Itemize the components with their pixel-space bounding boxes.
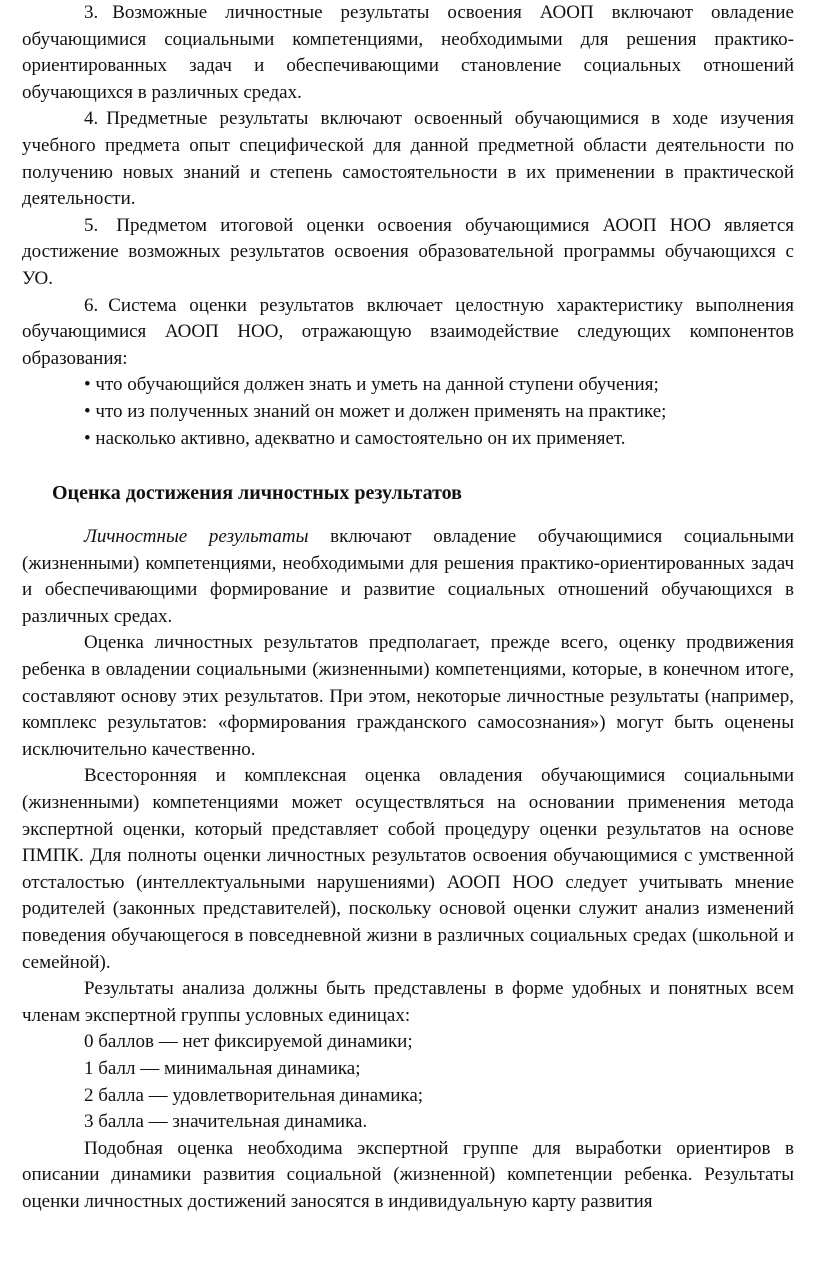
scale-item: 2 балла — удовлетворительная динамика; bbox=[84, 1084, 424, 1106]
item-number: 6. bbox=[84, 294, 99, 316]
item-text: Предметные результаты включают освоенный обучающимися в ходе изучения учебного предмета опыт специфической для данной предметной области деятельности по получению новых знаний и степень самостоятельности в их применении в практической деятельности. bbox=[22, 108, 794, 210]
paragraph-personal-results bbox=[22, 524, 794, 630]
paragraph-expert-method: Всесторонняя и комплексная оценка овладения обучающимися социальными (жизненными) компетенциями может осуществляться на основании применения метода экспертной оценки, который представляет собой процедуру оценки результатов на основе ПМПК. Для полноты оценки личностных результатов освоения обучающимися с умственной отсталостью (интеллектуальными нарушениями) АООП НОО следует учитывать мнение родителей (законных представителей), поскольку основой оценки служит анализ изменений поведения обучающегося в повседневной жизни в различных социальных средах (школьной и семейной). bbox=[22, 765, 794, 973]
bullet-item: • насколько активно, адекватно и самостоятельно он их применяет. bbox=[84, 427, 626, 449]
paragraph-analysis-units: Результаты анализа должны быть представлены в форме удобных и понятных всем членам экспертной группы условных единицах: bbox=[22, 978, 794, 1026]
item-text: Предметом итоговой оценки освоения обучающимися АООП НОО является достижение возможных результатов освоения образовательной программы обучающихся с УО. bbox=[22, 214, 794, 289]
paragraph-text: включают овладение обучающимися социальными (жизненными) компетенциями, необходимыми для решения практико-ориентированных задач и обеспечивающими формирование и развитие социальных отношений обучающихся в различных средах. bbox=[22, 526, 794, 627]
paragraph-assessment: Оценка личностных результатов предполагает, прежде всего, оценку продвижения ребенка в овладении социальными (жизненными) компетенциями, которые, в конечном итоге, составляют основу этих результатов. При этом, некоторые личностные результаты (например, комплекс результатов: «формирования гражданского самосознания») могут быть оценены исключительно качественно. bbox=[22, 632, 794, 760]
item-number: 4. bbox=[84, 108, 99, 130]
item-number: 3. bbox=[84, 2, 99, 23]
item-text: Возможные личностные результаты освоения АООП включают овладение обучающимися социальными компетенциями, необходимыми для решения практико-ориентированных задач и обеспечивающими становление социальных отношений обучающихся в различных средах. bbox=[22, 2, 794, 103]
item-number: 5. bbox=[84, 214, 99, 236]
bullet-item: • что из полученных знаний он может и должен применять на практике; bbox=[84, 400, 667, 422]
item-text: Система оценки результатов включает целостную характеристику выполнения обучающимися АООП НОО, отражающую взаимодействие следующих компонентов образования: bbox=[22, 294, 794, 369]
section-heading: Оценка достижения личностных результатов bbox=[52, 482, 462, 505]
paragraph-item-5 bbox=[22, 213, 794, 293]
paragraph-item-6 bbox=[22, 293, 794, 373]
italic-term: Личностные результаты bbox=[84, 526, 309, 548]
bullet-item: • что обучающийся должен знать и уметь на данной ступени обучения; bbox=[84, 374, 659, 396]
scale-item: 3 балла — значительная динамика. bbox=[84, 1111, 368, 1133]
document-page bbox=[22, 0, 794, 1216]
paragraph-item-4 bbox=[22, 106, 794, 212]
scale-item: 0 баллов — нет фиксируемой динамики; bbox=[84, 1031, 413, 1053]
paragraph-conclusion: Подобная оценка необходима экспертной группе для выработки ориентиров в описании динамики развития социальной (жизненной) компетенции ребенка. Результаты оценки личностных достижений заносятся в индивидуальную карту развития bbox=[22, 1137, 794, 1212]
paragraph-item-3 bbox=[22, 0, 794, 106]
scale-item: 1 балл — минимальная динамика; bbox=[84, 1057, 361, 1079]
